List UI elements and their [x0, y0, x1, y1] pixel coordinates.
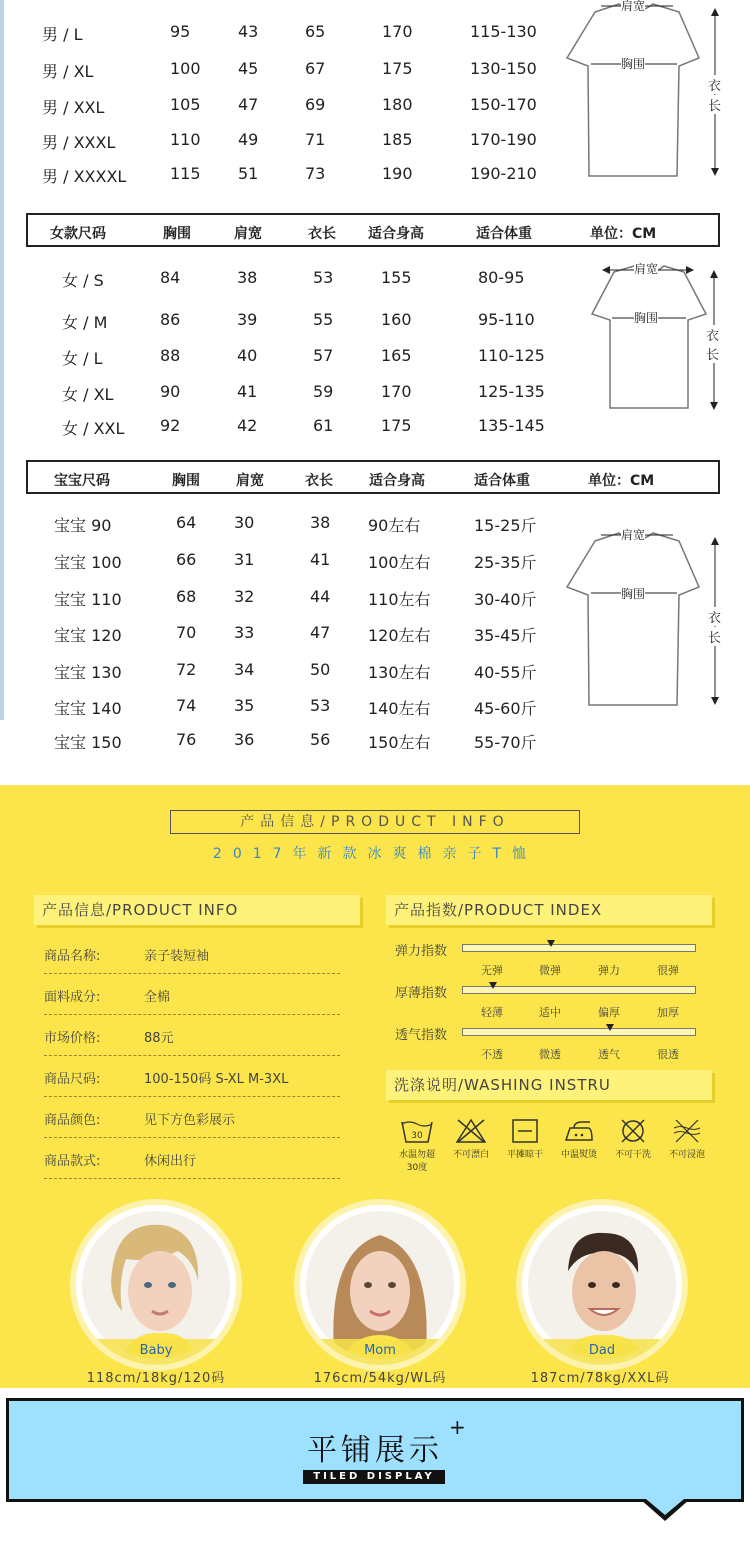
men-size-cell: 男 / L: [42, 25, 83, 44]
info-row-key: 商品名称:: [44, 949, 101, 964]
women-size-cell: 55: [313, 310, 334, 329]
avatar-baby-label: Baby: [76, 1339, 236, 1365]
wash-text: 不可干洗: [614, 1150, 651, 1160]
men-size-cell: 男 / XXXXL: [42, 167, 127, 186]
women-size-cell: 42: [237, 416, 258, 435]
women-size-cell: 165: [381, 346, 412, 365]
women-size-cell: 95-110: [478, 310, 535, 329]
baby-size-cell: 150左右: [368, 733, 431, 752]
header-height: 适合身高: [368, 226, 424, 242]
info-row: [44, 1097, 340, 1138]
index-option: 透气: [598, 1048, 620, 1061]
mom-portrait-icon: [306, 1211, 454, 1359]
index-option: 偏厚: [598, 1006, 620, 1019]
wash-text: 不可浸泡: [668, 1150, 705, 1160]
men-size-cell: 185: [382, 130, 413, 149]
no-soak-icon: [658, 1118, 716, 1144]
men-size-cell: 45: [238, 59, 259, 78]
women-size-cell: 155: [381, 268, 412, 287]
women-size-cell: 160: [381, 310, 412, 329]
wash-section-head: 洗涤说明/WASHING INSTRU: [386, 1070, 712, 1100]
wash-item: [550, 1118, 608, 1160]
women-diagram-chest: 胸围: [634, 311, 659, 325]
index-option: 微弹: [539, 964, 561, 977]
women-size-cell: 110-125: [478, 346, 545, 365]
header-length: 衣长: [308, 226, 336, 242]
baby-size-cell: 31: [234, 550, 255, 569]
flat-dry-icon: [496, 1118, 554, 1144]
baby-diagram-length-1: 衣: [708, 607, 721, 626]
header-chest: 胸围: [172, 473, 200, 489]
size-chart: [0, 0, 750, 760]
baby-size-cell: 15-25斤: [474, 516, 537, 535]
men-size-cell: 男 / XXL: [42, 98, 105, 117]
no-dry-clean-icon: [604, 1118, 662, 1144]
baby-size-cell: 72: [176, 660, 197, 679]
wash-item: [496, 1118, 554, 1160]
baby-size-cell: 66: [176, 550, 197, 569]
women-diagram-length-1: 衣: [706, 325, 719, 344]
baby-portrait-icon: [82, 1211, 230, 1359]
men-diagram-length-1: 衣: [708, 75, 721, 94]
baby-size-cell: 38: [310, 513, 331, 532]
baby-size-cell: 76: [176, 730, 197, 749]
info-row-value: 亲子装短袖: [144, 949, 210, 964]
men-diagram-chest: 胸围: [621, 57, 646, 71]
dad-portrait-icon: [528, 1211, 676, 1359]
baby-size-cell: 宝宝 110: [54, 590, 122, 609]
men-size-cell: 男 / XXXL: [42, 133, 116, 152]
men-diagram-length-2: 长: [708, 95, 721, 114]
tiled-display-box: [6, 1398, 744, 1502]
baby-size-cell: 110左右: [368, 590, 431, 609]
tiled-plus-icon: +: [449, 1415, 466, 1439]
index-option: 弹力: [598, 964, 620, 977]
baby-size-cell: 68: [176, 587, 197, 606]
info-row-key: 市场价格:: [44, 1031, 101, 1046]
baby-size-cell: 53: [310, 696, 331, 715]
men-size-cell: 95: [170, 22, 191, 41]
index-option: 无弹: [481, 964, 503, 977]
women-size-cell: 女 / L: [62, 349, 103, 368]
index-option: 不透: [481, 1048, 503, 1061]
men-size-cell: 150-170: [470, 95, 537, 114]
baby-size-cell: 55-70斤: [474, 733, 537, 752]
info-row-value: 100-150码 S-XL M-3XL: [144, 1072, 289, 1087]
index-marker-icon: [489, 982, 497, 989]
left-edge-strip: [0, 0, 4, 720]
men-size-cell: 71: [305, 130, 326, 149]
women-size-cell: 女 / XXL: [62, 419, 125, 438]
baby-size-cell: 47: [310, 623, 331, 642]
women-size-cell: 女 / S: [62, 271, 104, 290]
baby-size-cell: 50: [310, 660, 331, 679]
men-size-cell: 170: [382, 22, 413, 41]
info-row: [44, 1056, 340, 1097]
avatar-baby: [76, 1205, 236, 1365]
wash-item: [442, 1118, 500, 1160]
baby-size-cell: 33: [234, 623, 255, 642]
men-size-cell: 170-190: [470, 130, 537, 149]
men-size-cell: 115: [170, 164, 201, 183]
baby-size-cell: 64: [176, 513, 197, 532]
wash-text: 不可漂白: [452, 1150, 489, 1160]
men-size-cell: 51: [238, 164, 259, 183]
women-diagram-length-2: 长: [706, 344, 719, 363]
women-size-cell: 84: [160, 268, 181, 287]
women-size-cell: 175: [381, 416, 412, 435]
header-unit: 单位：CM: [588, 473, 655, 489]
baby-size-cell: 宝宝 150: [54, 733, 122, 752]
index-label: 弹力指数: [395, 944, 448, 959]
header-unit: 单位：CM: [590, 226, 657, 242]
dad-measurement: 187cm/78kg/XXL码: [530, 1371, 670, 1386]
baby-size-cell: 30: [234, 513, 255, 532]
header-shoulder: 肩宽: [236, 473, 264, 489]
index-option: 加厚: [657, 1006, 679, 1019]
women-size-cell: 41: [237, 382, 258, 401]
women-size-cell: 39: [237, 310, 258, 329]
baby-size-cell: 45-60斤: [474, 699, 537, 718]
tiled-title: 平铺展示: [307, 1433, 443, 1468]
wash-item: [658, 1118, 716, 1160]
men-size-cell: 67: [305, 59, 326, 78]
men-size-cell: 110: [170, 130, 201, 149]
tiled-pointer-icon: [640, 1499, 690, 1525]
baby-size-cell: 44: [310, 587, 331, 606]
baby-diagram-shoulder: 肩宽: [621, 528, 646, 542]
women-size-cell: 女 / M: [62, 313, 108, 332]
header-weight: 适合体重: [476, 226, 532, 242]
product-info-title: 产品信息/PRODUCT INFO: [170, 810, 580, 834]
baby-size-cell: 140左右: [368, 699, 431, 718]
info-section-head: 产品信息/PRODUCT INFO: [34, 895, 360, 925]
women-size-cell: 61: [313, 416, 334, 435]
avatar-mom: [300, 1205, 460, 1365]
wash-text: 平摊晾干: [506, 1150, 543, 1160]
index-marker-icon: [547, 940, 555, 947]
header-length: 衣长: [305, 473, 333, 489]
info-row-key: 面料成分:: [44, 990, 101, 1005]
men-size-cell: 47: [238, 95, 259, 114]
women-size-cell: 57: [313, 346, 334, 365]
product-info-subtitle: 2017年新款冰爽棉亲子T恤: [212, 846, 538, 862]
avatar-dad-label: Dad: [522, 1339, 682, 1365]
baby-size-cell: 宝宝 100: [54, 553, 122, 572]
info-row-value: 休闲出行: [144, 1154, 197, 1169]
men-size-cell: 180: [382, 95, 413, 114]
wash-temp-label: 30: [411, 1131, 423, 1141]
women-size-cell: 40: [237, 346, 258, 365]
info-row-value: 88元: [144, 1031, 174, 1046]
men-size-cell: 43: [238, 22, 259, 41]
baby-size-cell: 34: [234, 660, 255, 679]
baby-size-cell: 56: [310, 730, 331, 749]
baby-table-header: [26, 460, 720, 494]
info-row: [44, 974, 340, 1015]
wash-item: [604, 1118, 662, 1160]
baby-size-cell: 25-35斤: [474, 553, 537, 572]
women-size-cell: 86: [160, 310, 181, 329]
women-size-cell: 92: [160, 416, 181, 435]
avatar-mom-label: Mom: [300, 1339, 460, 1365]
wash-text-2: 30度: [406, 1163, 428, 1173]
baby-size-cell: 宝宝 140: [54, 699, 122, 718]
baby-size-cell: 74: [176, 696, 197, 715]
wash-text: 水温勿超: [398, 1150, 435, 1160]
info-row: [44, 933, 340, 974]
no-bleach-icon: [442, 1118, 500, 1144]
baby-size-cell: 32: [234, 587, 255, 606]
baby-size-cell: 宝宝 130: [54, 663, 122, 682]
index-option: 微透: [539, 1048, 561, 1061]
men-size-cell: 男 / XL: [42, 62, 94, 81]
women-size-cell: 88: [160, 346, 181, 365]
women-size-cell: 59: [313, 382, 334, 401]
wash-item: [388, 1118, 446, 1173]
women-size-cell: 80-95: [478, 268, 525, 287]
index-option: 很弹: [657, 964, 679, 977]
baby-size-cell: 40-55斤: [474, 663, 537, 682]
women-size-cell: 90: [160, 382, 181, 401]
index-label: 透气指数: [395, 1028, 448, 1043]
women-size-cell: 125-135: [478, 382, 545, 401]
header-chest: 胸围: [163, 226, 191, 242]
women-size-cell: 53: [313, 268, 334, 287]
index-option: 适中: [539, 1006, 561, 1019]
info-row-value: 全棉: [144, 990, 171, 1005]
header-weight: 适合体重: [474, 473, 530, 489]
mom-measurement: 176cm/54kg/WL码: [313, 1371, 447, 1386]
index-option: 轻薄: [481, 1006, 503, 1019]
cut-off-row: [60, 0, 540, 2]
index-label: 厚薄指数: [395, 986, 448, 1001]
women-size-cell: 135-145: [478, 416, 545, 435]
men-size-cell: 100: [170, 59, 201, 78]
men-size-cell: 130-150: [470, 59, 537, 78]
baby-size-cell: 120左右: [368, 626, 431, 645]
baby-size-cell: 70: [176, 623, 197, 642]
index-bar: [462, 986, 696, 994]
baby-diagram-chest: 胸围: [621, 587, 646, 601]
men-size-cell: 115-130: [470, 22, 537, 41]
index-section-head: 产品指数/PRODUCT INDEX: [386, 895, 712, 925]
index-bar: [462, 1028, 696, 1036]
index-marker-icon: [606, 1024, 614, 1031]
men-size-cell: 190: [382, 164, 413, 183]
baby-size-cell: 宝宝 90: [54, 516, 112, 535]
men-size-cell: 175: [382, 59, 413, 78]
women-size-cell: 38: [237, 268, 258, 287]
info-row-value: 见下方色彩展示: [144, 1113, 236, 1128]
wash-text: 中温熨烫: [560, 1150, 597, 1160]
iron-medium-icon: [550, 1118, 608, 1144]
men-size-cell: 73: [305, 164, 326, 183]
baby-size-cell: 100左右: [368, 553, 431, 572]
men-size-cell: 65: [305, 22, 326, 41]
women-size-cell: 女 / XL: [62, 385, 114, 404]
baby-size-cell: 30-40斤: [474, 590, 537, 609]
header-height: 适合身高: [369, 473, 425, 489]
baby-size-cell: 41: [310, 550, 331, 569]
baby-size-cell: 35: [234, 696, 255, 715]
men-size-cell: 49: [238, 130, 259, 149]
index-option: 很透: [657, 1048, 679, 1061]
index-bar: [462, 944, 696, 952]
women-table-header: [26, 213, 720, 247]
men-size-cell: 69: [305, 95, 326, 114]
wash-30-icon: [388, 1118, 446, 1144]
baby-diagram-length-2: 长: [708, 627, 721, 646]
baby-size-cell: 130左右: [368, 663, 431, 682]
header-shoulder: 肩宽: [234, 226, 262, 242]
header-size: 宝宝尺码: [54, 473, 110, 489]
women-diagram-shoulder: 肩宽: [634, 262, 659, 276]
header-size: 女款尺码: [50, 226, 106, 242]
info-row-key: 商品颜色:: [44, 1113, 101, 1128]
info-row: [44, 1015, 340, 1056]
baby-measurement: 118cm/18kg/120码: [86, 1371, 226, 1386]
baby-size-cell: 36: [234, 730, 255, 749]
men-diagram-shoulder: 肩宽: [621, 0, 645, 14]
baby-size-cell: 35-45斤: [474, 626, 537, 645]
info-row-key: 商品款式:: [44, 1154, 101, 1169]
tiled-subtitle: TILED DISPLAY: [303, 1470, 445, 1484]
baby-size-cell: 宝宝 120: [54, 626, 122, 645]
women-size-cell: 170: [381, 382, 412, 401]
baby-size-cell: 90左右: [368, 516, 421, 535]
product-info-section: [0, 785, 750, 1388]
tiled-display-banner: [0, 1388, 750, 1546]
men-size-cell: 190-210: [470, 164, 537, 183]
avatar-dad: [522, 1205, 682, 1365]
men-size-cell: 105: [170, 95, 201, 114]
info-row: [44, 1138, 340, 1179]
info-row-key: 商品尺码:: [44, 1072, 101, 1087]
